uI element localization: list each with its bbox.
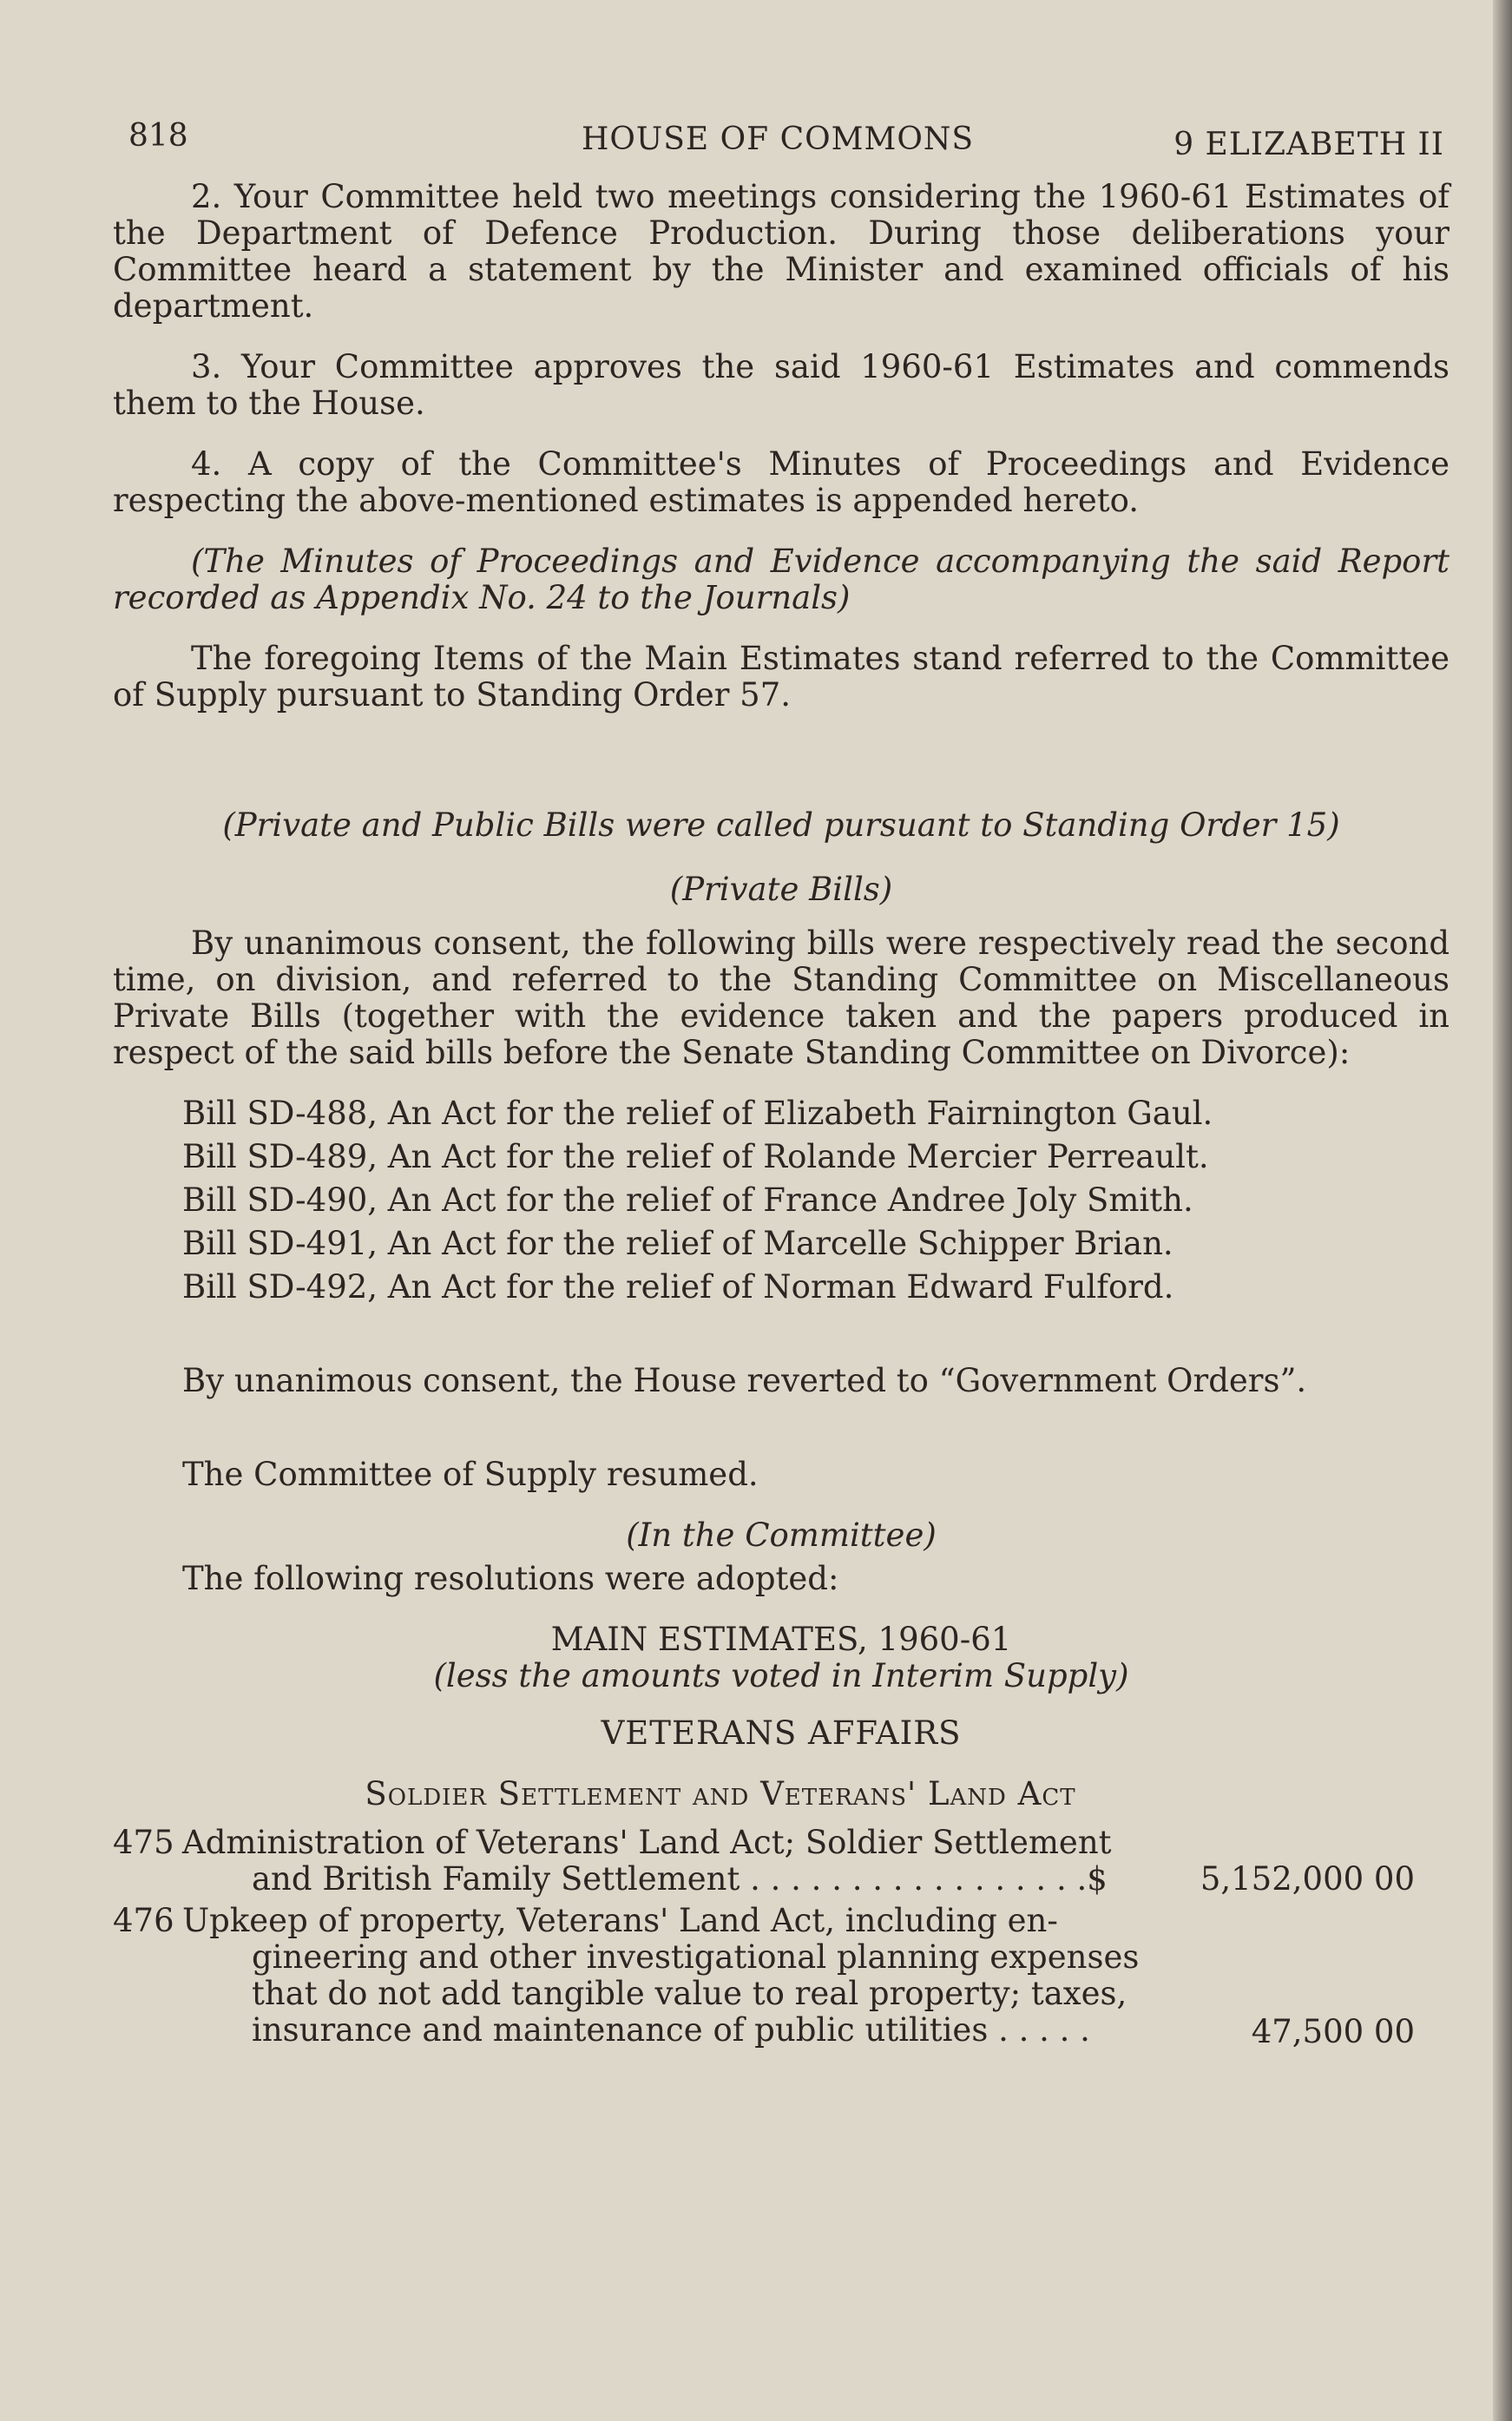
paragraph-4: 4. A copy of the Committee's Minutes of Proceedings and Evidence respecting the above-mentioned estimates is appended hereto. bbox=[113, 445, 1450, 519]
bills-called-note: (Private and Public Bills were called pursuant to Standing Order 15) bbox=[222, 806, 1340, 844]
spacer bbox=[113, 1312, 1450, 1363]
item-line: Upkeep of property, Veterans' Land Act, including en- bbox=[182, 1902, 1058, 1939]
estimate-item-476 bbox=[113, 1903, 1450, 2049]
item-line: that do not add tangible value to real property; taxes, bbox=[252, 1975, 1127, 2012]
in-committee-note: (In the Committee) bbox=[626, 1516, 937, 1554]
foregoing-paragraph: The foregoing Items of the Main Estimates stand referred to the Committee of Supply pursuant to Standing Order 57. bbox=[113, 640, 1450, 714]
paragraph-2: 2. Your Committee held two meetings considering the 1960-61 Estimates of the Department of Defence Production. During those deliberations your Committee heard a statement by the Minister and examined officials of his department. bbox=[113, 178, 1450, 325]
interim-supply-note: (less the amounts voted in Interim Supply) bbox=[433, 1657, 1129, 1694]
item-number: 476 bbox=[113, 1902, 174, 1939]
item-line: Administration of Veterans' Land Act; Soldier Settlement bbox=[182, 1824, 1112, 1861]
spacer bbox=[113, 738, 1450, 807]
bills-intro: By unanimous consent, the following bills were respectively read the second time, on division, and referred to the Standing Committee on Miscellaneous Private Bills (together with the evidence taken and the papers produced in respect of the said bills before the Senate Standing Committee on Divorce): bbox=[113, 924, 1450, 1071]
bill-item: Bill SD-492, An Act for the relief of Norman Edward Fulford. bbox=[182, 1268, 1174, 1306]
item-amount: 5,152,000 00 bbox=[1200, 1860, 1415, 1898]
committee-resumed: The Committee of Supply resumed. bbox=[182, 1456, 759, 1493]
page-number: 818 bbox=[128, 118, 188, 154]
journal-title: HOUSE OF COMMONS bbox=[582, 122, 975, 157]
minutes-note: (The Minutes of Proceedings and Evidence accompanying the said Report recorded as Appendix No. 24 to the Journals) bbox=[113, 543, 1450, 616]
subheading-soldier-settlement: Soldier Settlement and Veterans' Land Act bbox=[365, 1775, 1076, 1812]
document-page bbox=[113, 113, 1450, 2054]
bill-item: Bill SD-488, An Act for the relief of Elizabeth Fairnington Gaul. bbox=[182, 1095, 1213, 1132]
bill-item: Bill SD-489, An Act for the relief of Rolande Mercier Perreault. bbox=[182, 1138, 1209, 1175]
item-line: insurance and maintenance of public utilities . . . . . bbox=[252, 2011, 1090, 2049]
running-header bbox=[113, 113, 1450, 165]
bill-item: Bill SD-490, An Act for the relief of France Andree Joly Smith. bbox=[182, 1181, 1193, 1219]
department-heading: VETERANS AFFAIRS bbox=[601, 1714, 962, 1752]
item-line: and British Family Settlement . . . . . . . . . . . . . . . . .$ bbox=[252, 1860, 1108, 1898]
item-number: 475 bbox=[113, 1824, 174, 1861]
estimate-item-475 bbox=[113, 1825, 1450, 1898]
regnal-year: 9 ELIZABETH II bbox=[1173, 127, 1444, 162]
private-bills-heading: (Private Bills) bbox=[669, 871, 893, 908]
spacer bbox=[113, 1406, 1450, 1457]
page-edge bbox=[1493, 0, 1512, 2421]
item-line: gineering and other investigational planning expenses bbox=[252, 1938, 1140, 1976]
item-amount: 47,500 00 bbox=[1251, 2013, 1415, 2050]
resolutions-intro: The following resolutions were adopted: bbox=[182, 1560, 839, 1597]
paragraph-3: 3. Your Committee approves the said 1960-61 Estimates and commends them to the House. bbox=[113, 348, 1450, 422]
item-description bbox=[182, 1825, 1180, 1898]
item-description bbox=[182, 1903, 1180, 2049]
main-estimates-heading: MAIN ESTIMATES, 1960-61 bbox=[550, 1621, 1012, 1658]
reverted-paragraph: By unanimous consent, the House reverted to “Government Orders”. bbox=[182, 1362, 1307, 1399]
bill-item: Bill SD-491, An Act for the relief of Marcelle Schipper Brian. bbox=[182, 1225, 1173, 1262]
